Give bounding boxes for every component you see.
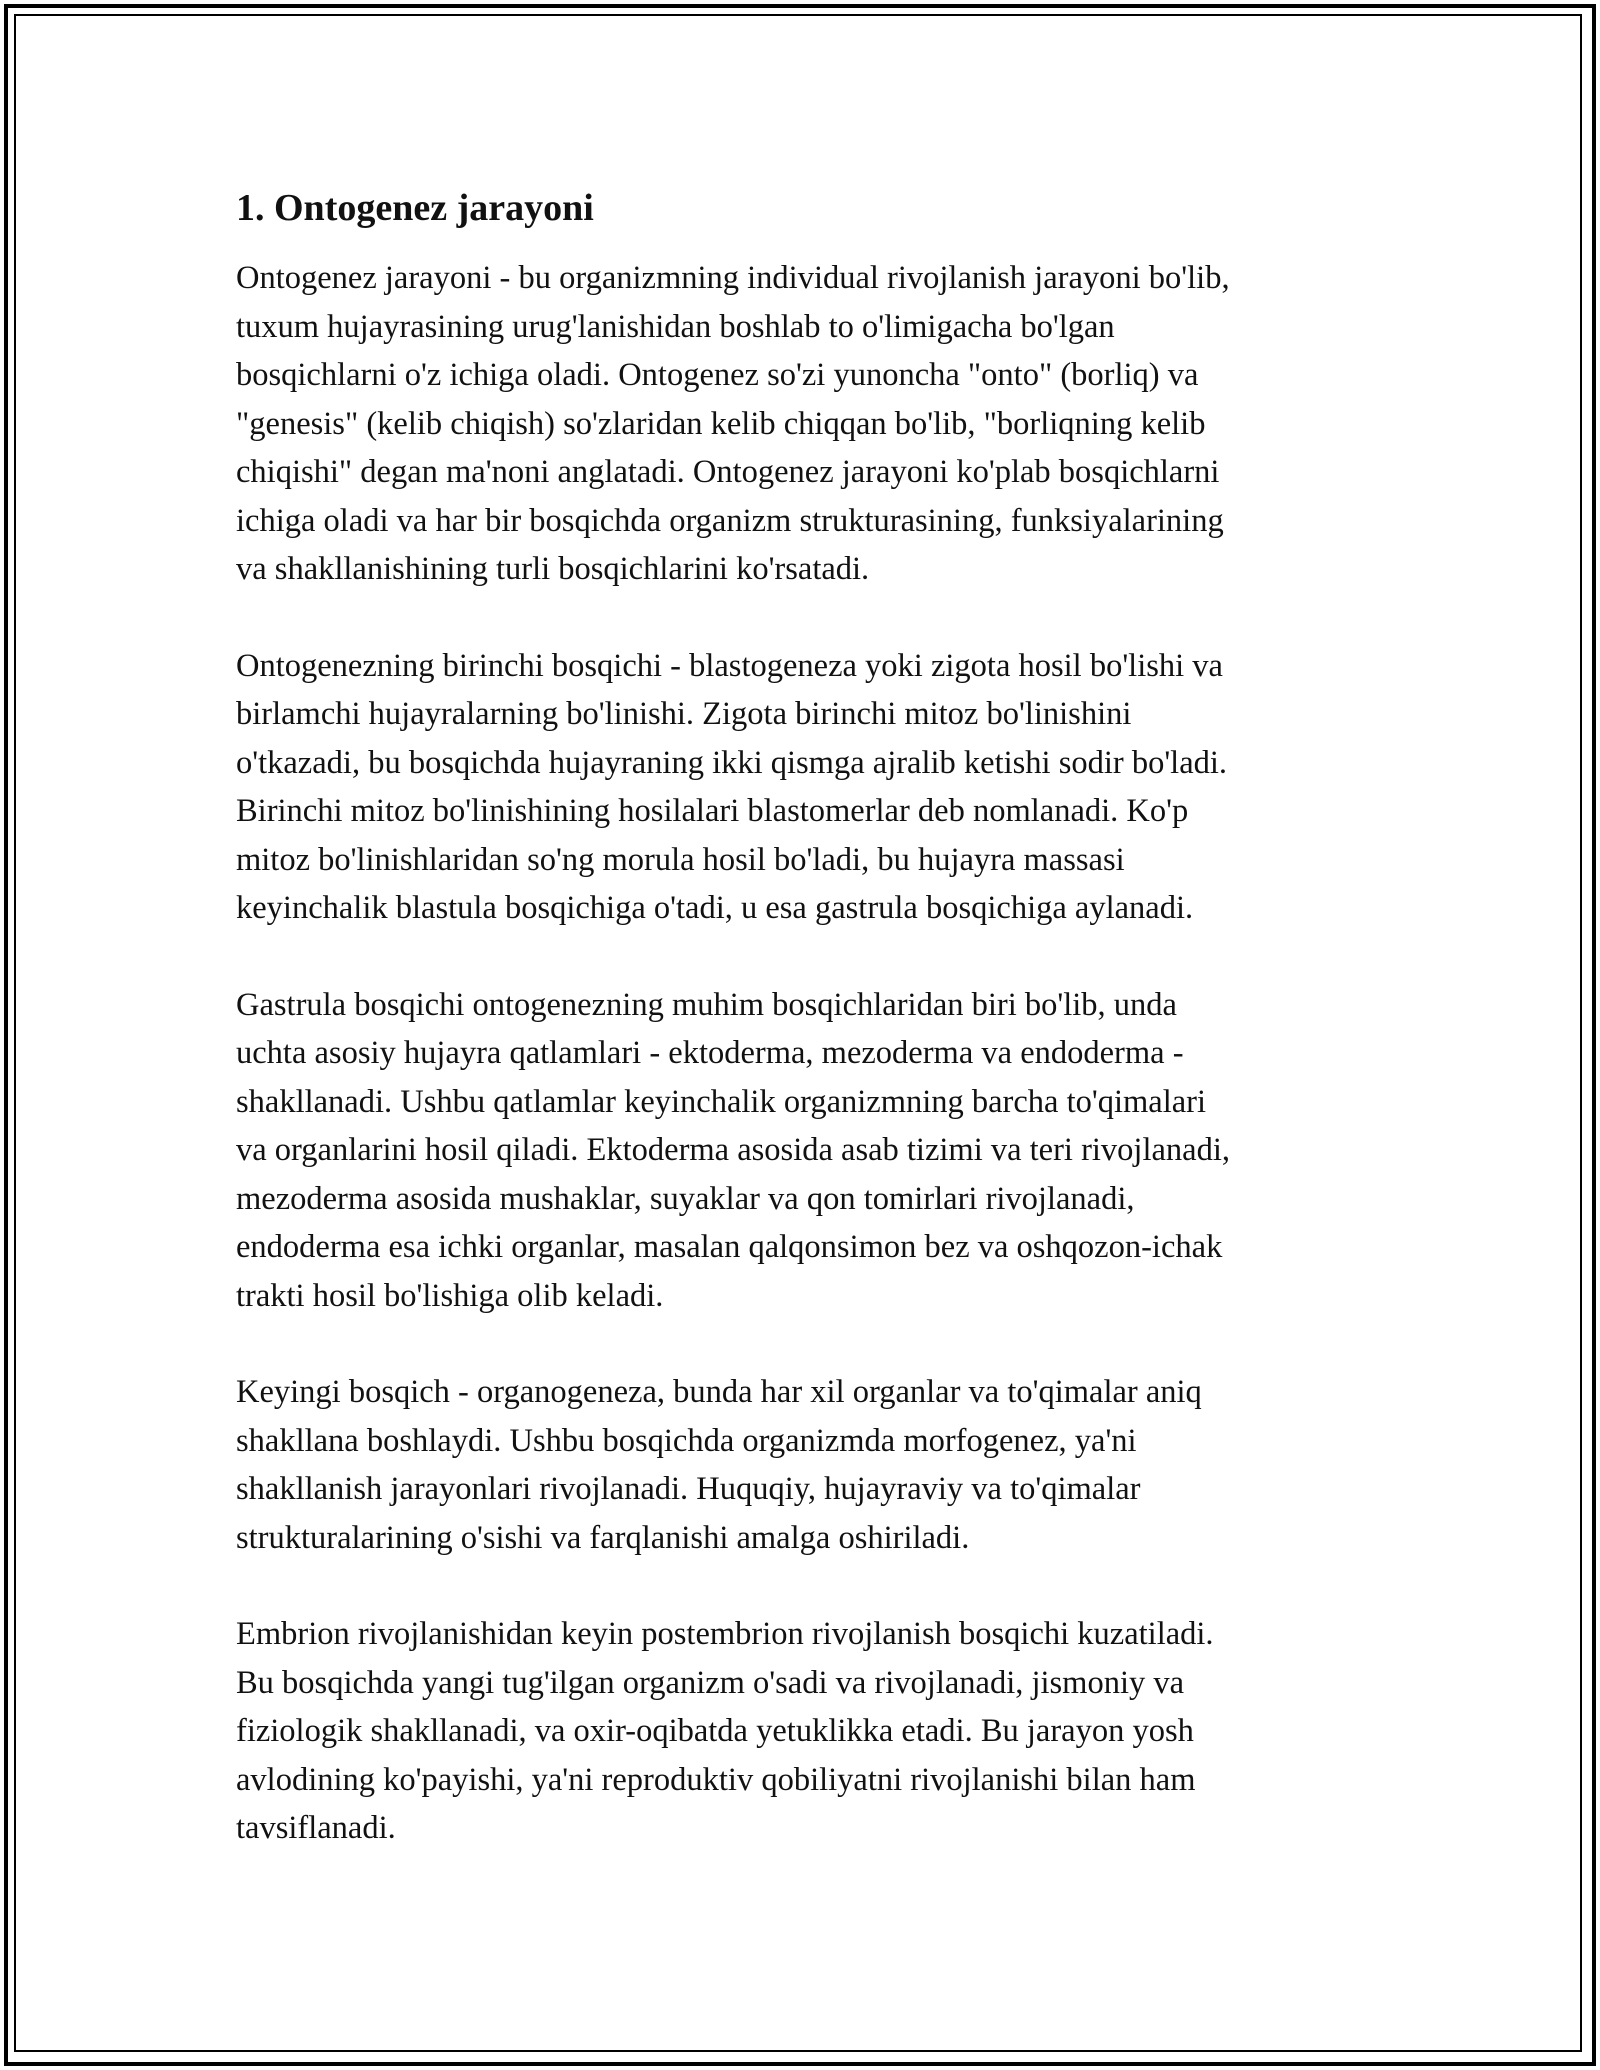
paragraph-line: strukturalarining o'sishi va farqlanishi amalga oshiriladi. xyxy=(236,1519,970,1556)
paragraph xyxy=(236,642,1376,933)
paragraph xyxy=(236,981,1376,1321)
paragraph-line: Embrion rivojlanishidan keyin postembrion rivojlanish bosqichi kuzatiladi. xyxy=(236,1616,1214,1652)
paragraph-line: "genesis" (kelib chiqish) so'zlaridan kelib chiqqan bo'lib, "borliqning kelib xyxy=(236,405,1206,442)
paragraph-line: mezoderma asosida mushaklar, suyaklar va qon tomirlari rivojlanadi, xyxy=(236,1180,1135,1217)
paragraph-line: va shakllanishining turli bosqichlarini ko'rsatadi. xyxy=(236,551,870,587)
paragraph-line: chiqishi" degan ma'noni anglatadi. Ontogenez jarayoni ko'plab bosqichlarni xyxy=(236,454,1220,490)
paragraph-line: va organlarini hosil qiladi. Ektoderma asosida asab tizimi va teri rivojlanadi, xyxy=(236,1132,1230,1168)
paragraph-line: fiziologik shakllanadi, va oxir-oqibatda yetuklikka etadi. Bu jarayon yosh xyxy=(236,1713,1194,1749)
paragraph xyxy=(236,254,1376,594)
paragraph-line: Gastrula bosqichi ontogenezning muhim bosqichlaridan biri bo'lib, unda xyxy=(236,986,1177,1023)
paragraph-line: endoderma esa ichki organlar, masalan qalqonsimon bez va oshqozon-ichak xyxy=(236,1229,1223,1265)
paragraph-line: Bu bosqichda yangi tug'ilgan organizm o'sadi va rivojlanadi, jismoniy va xyxy=(236,1664,1185,1701)
paragraph-line: Birinchi mitoz bo'linishining hosilalari blastomerlar deb nomlanadi. Ko'p xyxy=(236,793,1189,829)
paragraph-line: Keyingi bosqich - organogeneza, bunda har xil organlar va to'qimalar aniq xyxy=(236,1374,1202,1410)
section-heading: 1. Ontogenez jarayoni xyxy=(236,187,594,229)
paragraph-line: uchta asosiy hujayra qatlamlari - ektoderma, mezoderma va endoderma - xyxy=(236,1035,1184,1071)
paragraph-container xyxy=(236,254,1376,1853)
paragraph-line: o'tkazadi, bu bosqichda hujayraning ikki qismga ajralib ketishi sodir bo'ladi. xyxy=(236,744,1228,781)
paragraph-line: mitoz bo'linishlaridan so'ng morula hosil bo'ladi, bu hujayra massasi xyxy=(236,841,1125,878)
paragraph-line: tavsiflanadi. xyxy=(236,1810,396,1846)
paragraph-line: shakllana boshlaydi. Ushbu bosqichda organizmda morfogenez, ya'ni xyxy=(236,1422,1137,1459)
paragraph xyxy=(236,1368,1376,1562)
paragraph-line: birlamchi hujayralarning bo'linishi. Zigota birinchi mitoz bo'linishini xyxy=(236,696,1132,732)
paragraph-line: bosqichlarni o'z ichiga oladi. Ontogenez so'zi yunoncha "onto" (borliq) va xyxy=(236,357,1199,393)
paragraph-line: avlodining ko'payishi, ya'ni reproduktiv qobiliyatni rivojlanishi bilan ham xyxy=(236,1761,1196,1798)
paragraph-line: ichiga oladi va har bir bosqichda organizm strukturasining, funksiyalarining xyxy=(236,502,1224,539)
paragraph-line: keyinchalik blastula bosqichiga o'tadi, u esa gastrula bosqichiga aylanadi. xyxy=(236,890,1194,926)
paragraph-line: Ontogenez jarayoni - bu organizmning individual rivojlanish jarayoni bo'lib, xyxy=(236,260,1230,296)
paragraph-line: shakllanish jarayonlari rivojlanadi. Huquqiy, hujayraviy va to'qimalar xyxy=(236,1471,1141,1507)
document-body xyxy=(236,184,1376,1901)
paragraph-line: shakllanadi. Ushbu qatlamlar keyinchalik organizmning barcha to'qimalari xyxy=(236,1083,1207,1120)
paragraph-line: tuxum hujayrasining urug'lanishidan boshlab to o'limigacha bo'lgan xyxy=(236,308,1115,345)
paragraph-line: trakti hosil bo'lishiga olib keladi. xyxy=(236,1277,664,1314)
paragraph-line: Ontogenezning birinchi bosqichi - blastogeneza yoki zigota hosil bo'lishi va xyxy=(236,647,1223,684)
paragraph xyxy=(236,1610,1376,1853)
